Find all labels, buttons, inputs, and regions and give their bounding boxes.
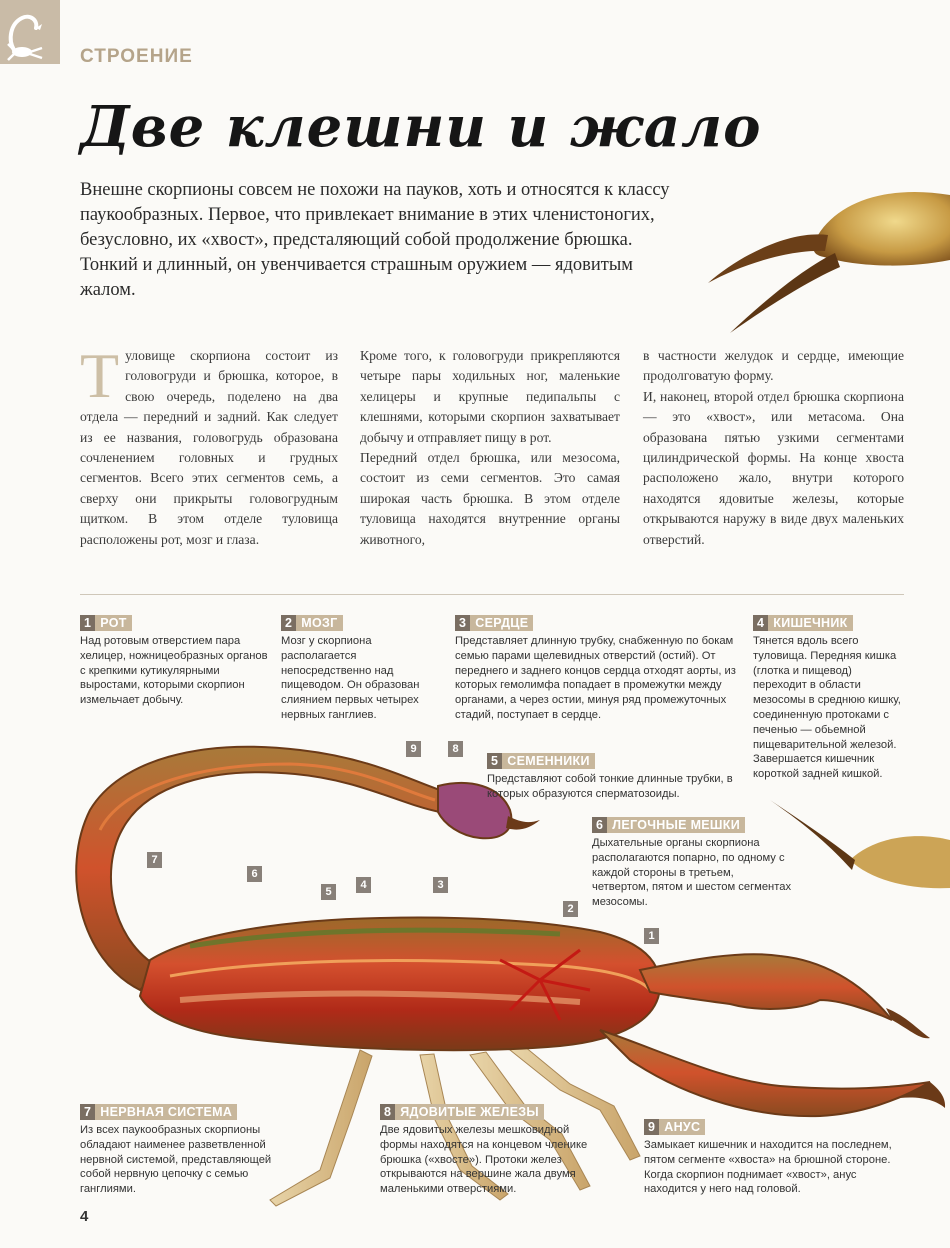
label-text: Дыхательные органы скорпиона располагаются попарно, по одному с каждой стороны в третьем, четвертом, пятом и шестом сегментах мезосомы. xyxy=(592,837,792,909)
label-anus xyxy=(644,1118,906,1197)
claw-illustration-top xyxy=(700,175,950,335)
scorpion-icon xyxy=(0,0,60,64)
label-lungs xyxy=(592,816,792,910)
marker-3: 3 xyxy=(433,877,448,893)
column-3-paragraph-2: И, наконец, второй отдел брюшка скорпиона — это «хвост», или метасома. Она образована пятью узкими сегментами цилиндрической формы. На конце хвоста расположено жало, внутри которого находятся ядовитые железы, которые открываются наружу в виде двух маленьких отверстий. xyxy=(643,388,904,547)
label-title: СЕРДЦЕ xyxy=(475,616,529,630)
column-3-paragraph-1: в частности желудок и сердце, имеющие продолговатую форму. xyxy=(643,348,904,384)
label-heart xyxy=(455,614,737,723)
marker-4: 4 xyxy=(356,877,371,893)
label-number: 6 xyxy=(592,817,607,833)
marker-7: 7 xyxy=(147,852,162,868)
section-label: СТРОЕНИЕ xyxy=(80,46,193,67)
label-intestine xyxy=(753,614,905,782)
marker-1: 1 xyxy=(644,928,659,944)
label-text: Тянется вдоль всего туловища. Передняя кишка (глотка и пищевод) переходит в области мезосомы в среднюю кишку, соединенную протоками с печенью — обьемной пищеварительной железой. Завершается кишечник короткой задней кишкой. xyxy=(753,635,901,781)
page-title: Две клешни и жало xyxy=(80,94,762,160)
label-title: ЯДОВИТЫЕ ЖЕЛЕЗЫ xyxy=(400,1105,539,1119)
label-title: НЕРВНАЯ СИСТЕМА xyxy=(100,1105,233,1119)
label-title: СЕМЕННИКИ xyxy=(507,754,590,768)
label-text: Представляют собой тонкие длинные трубки, в которых образуются сперматозоиды. xyxy=(487,773,733,800)
label-mouth xyxy=(80,614,270,708)
label-brain xyxy=(281,614,441,723)
marker-5: 5 xyxy=(321,884,336,900)
label-text: Представляет длинную трубку, снабженную по бокам семью парами щелевидных отверстий (остий). От переднего и заднего концов сердца отходят аорты, из которых гемолимфа попадает в промежутки между органами, а через остии, минуя ряд промежуточных стадий, поступает в сердце. xyxy=(455,635,736,721)
label-number: 3 xyxy=(455,615,470,631)
label-number: 4 xyxy=(753,615,768,631)
label-title: ЛЕГОЧНЫЕ МЕШКИ xyxy=(612,818,741,832)
label-text: Из всех паукообразных скорпионы обладают наименее разветвленной нервной системой, представляющей собой нервную цепочку с семью ганглиями. xyxy=(80,1124,272,1196)
label-text: Мозг у скорпиона располагается непосредственно над пищеводом. Он образован слиянием первых четырех нервных ганглиев. xyxy=(281,635,420,721)
claw-lower xyxy=(600,1030,930,1116)
label-title: МОЗГ xyxy=(301,616,338,630)
column-3 xyxy=(643,346,904,550)
label-nervous-system xyxy=(80,1103,285,1197)
label-title: КИШЕЧНИК xyxy=(773,616,848,630)
scorpion-logo xyxy=(0,0,60,64)
label-number: 8 xyxy=(380,1104,395,1120)
label-number: 1 xyxy=(80,615,95,631)
column-1 xyxy=(80,340,338,550)
marker-6: 6 xyxy=(247,866,262,882)
label-text: Над ротовым отверстием пара хелицер, ножницеобразных органов с крепкими кутикулярными выростами, которыми скорпион измельчает добычу. xyxy=(80,635,268,707)
label-title: АНУС xyxy=(664,1120,701,1134)
claw-illustration-side xyxy=(850,836,950,888)
label-text: Две ядовитых железы мешковидной формы находятся на концевом членике брюшка («хвосте»). Протоки желез открываются на вершине жала двумя маленькими отверстиями. xyxy=(380,1124,588,1196)
column-2 xyxy=(360,346,620,550)
label-venom-glands xyxy=(380,1103,595,1197)
column-1-text: уловище скорпиона состоит из головогруди и брюшка, которое, в свою очередь, поделено на два отдела — передний и задний. Как следует из ее названия, головогрудь образована сочленением головных и грудных сегментов. Всего этих сегментов семь, а сверху они прикрыты головогрудным щитком. В этом отделе туловища расположены рот, мозг и глаза. xyxy=(80,348,338,547)
column-2-paragraph-2: Передний отдел брюшка, или мезосома, состоит из семи сегментов. Это самая широкая часть брюшка. В этом отделе туловища находятся внутренние органы животного, xyxy=(360,450,620,547)
label-number: 9 xyxy=(644,1119,659,1135)
intro-paragraph: Внешне скорпионы совсем не похожи на пауков, хоть и относятся к классу паукообразных. Первое, что привлекает внимание в этих членистоногих, безусловно, их «хвост», предсталяющий собой продолжение брюшка. Тонкий и длинный, он увенчивается страшным оружием — ядовитым жалом. xyxy=(80,180,670,300)
claw-right xyxy=(640,954,892,1020)
page-number: 4 xyxy=(80,1208,89,1225)
label-number: 2 xyxy=(281,615,296,631)
mesosoma xyxy=(140,918,660,1051)
label-number: 7 xyxy=(80,1104,95,1120)
label-text: Замыкает кишечник и находится на последнем, пятом сегменте «хвоста» на брюшной стороне. Когда скорпион поднимает «хвост», анус находится у него над головой. xyxy=(644,1139,892,1196)
marker-9: 9 xyxy=(406,741,421,757)
drop-cap: Т xyxy=(80,340,120,411)
label-title: РОТ xyxy=(100,616,127,630)
marker-2: 2 xyxy=(563,901,578,917)
column-2-paragraph-1: Кроме того, к головогруди прикрепляются четыре пары ходильных ног, маленькие хелицеры и крупные педипальпы с клешнями, которыми скорпион захватывает добычу и отправляет пищу в рот. xyxy=(360,348,620,445)
label-number: 5 xyxy=(487,753,502,769)
label-testes xyxy=(487,752,742,802)
marker-8: 8 xyxy=(448,741,463,757)
section-divider xyxy=(80,594,904,595)
